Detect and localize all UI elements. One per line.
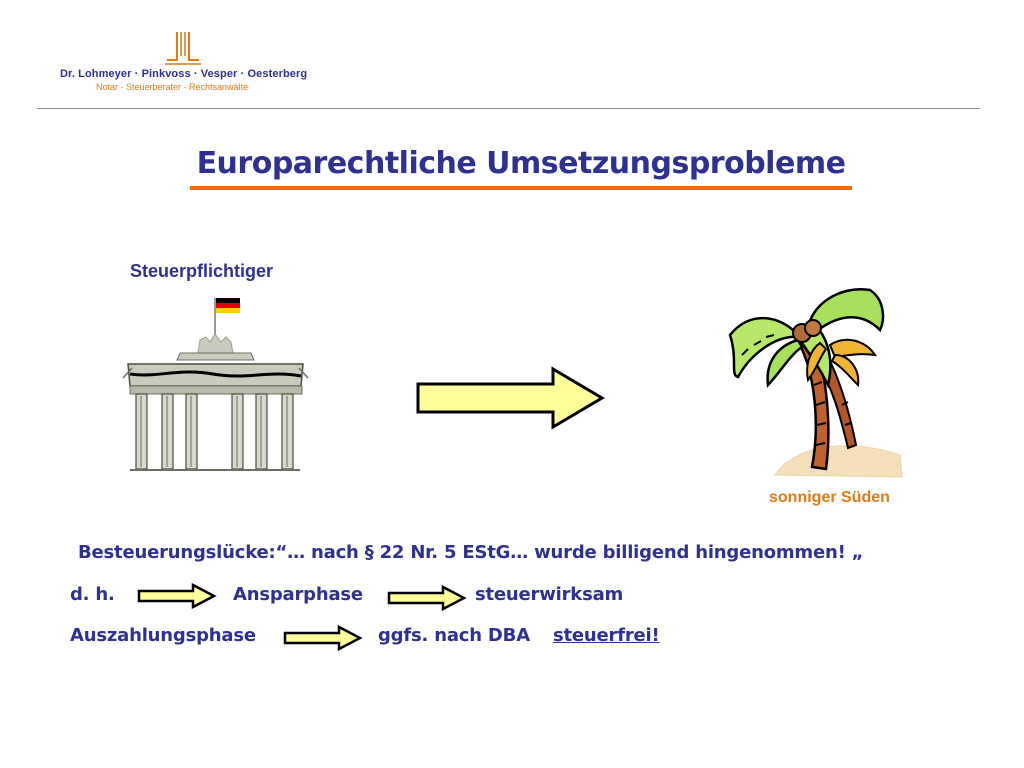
- savings-phase-label: Ansparphase: [233, 584, 363, 605]
- right-arrow-icon: [137, 583, 217, 609]
- firm-name: Dr. Lohmeyer · Pinkvoss · Vesper · Oesterberg: [60, 68, 308, 80]
- palm-tree-icon: [720, 285, 910, 480]
- sunny-south-label: sonniger Süden: [769, 489, 890, 506]
- slide-title: Europarechtliche Umsetzungsprobleme: [196, 146, 846, 181]
- brandenburg-gate-icon: [118, 290, 313, 475]
- german-flag-icon: [215, 298, 240, 340]
- payout-phase-label: Auszahlungsphase: [70, 625, 256, 646]
- firm-subtitle: Notar · Steuerberater · Rechtsanwälte: [96, 82, 249, 92]
- title-underline: [190, 186, 852, 190]
- header-divider: [37, 108, 980, 109]
- tax-effective-label: steuerwirksam: [475, 584, 624, 605]
- that-is-label: d. h.: [70, 584, 115, 605]
- tax-free-label: steuerfrei!: [553, 625, 660, 646]
- right-arrow-icon: [283, 625, 363, 651]
- right-arrow-icon: [414, 366, 606, 430]
- firm-logo: [60, 30, 320, 96]
- tax-gap-statement: Besteuerungslücke:“… nach § 22 Nr. 5 EStG… wurde billigend hingenommen! „: [78, 542, 864, 563]
- dba-label: ggfs. nach DBA: [378, 625, 530, 646]
- taxpayer-label: Steuerpflichtiger: [130, 261, 274, 281]
- right-arrow-icon: [387, 585, 467, 611]
- firm-logo-mark-icon: [163, 30, 203, 66]
